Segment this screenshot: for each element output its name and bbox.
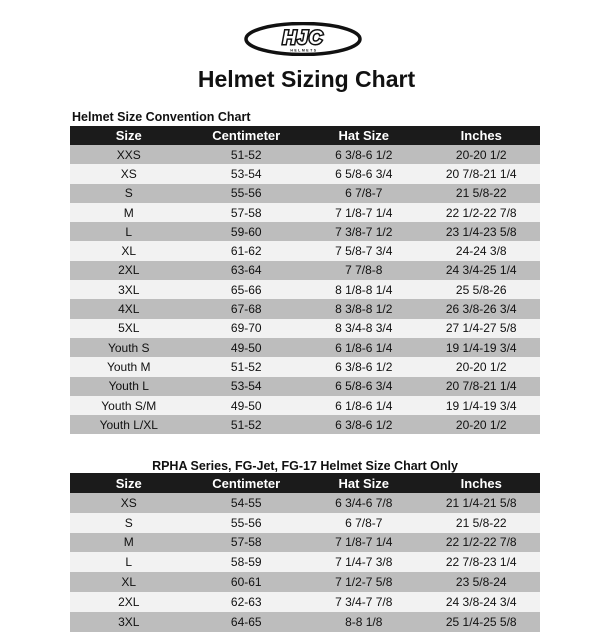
- column-header: Centimeter: [188, 473, 306, 493]
- table-cell: 60-61: [188, 572, 306, 592]
- table-cell: 65-66: [188, 280, 306, 299]
- table-row: [70, 164, 540, 183]
- svg-text:HELMETS: HELMETS: [290, 48, 318, 53]
- table-cell: 21 1/4-21 5/8: [423, 493, 541, 513]
- convention-size-table: [70, 126, 540, 434]
- table-cell: 8 1/8-8 1/4: [305, 280, 423, 299]
- table-cell: 19 1/4-19 3/4: [423, 396, 541, 415]
- table-cell: XXS: [70, 145, 188, 164]
- table-row: [70, 203, 540, 222]
- table-cell: 7 1/2-7 5/8: [305, 572, 423, 592]
- table-cell: 59-60: [188, 222, 306, 241]
- table-cell: 57-58: [188, 533, 306, 553]
- table-cell: 55-56: [188, 184, 306, 203]
- table-cell: 8-8 1/8: [305, 612, 423, 632]
- table-cell: 20-20 1/2: [423, 415, 541, 434]
- table-cell: 55-56: [188, 513, 306, 533]
- table-cell: 23 5/8-24: [423, 572, 541, 592]
- table-cell: 24 3/4-25 1/4: [423, 261, 541, 280]
- table-cell: 49-50: [188, 338, 306, 357]
- table-cell: 6 5/8-6 3/4: [305, 164, 423, 183]
- table-cell: 6 7/8-7: [305, 184, 423, 203]
- table-cell: XL: [70, 572, 188, 592]
- table-cell: 24 3/8-24 3/4: [423, 592, 541, 612]
- table-cell: 51-52: [188, 145, 306, 164]
- table-row: [70, 222, 540, 241]
- table-cell: 22 7/8-23 1/4: [423, 552, 541, 572]
- table-cell: 20 7/8-21 1/4: [423, 377, 541, 396]
- table-cell: 7 7/8-8: [305, 261, 423, 280]
- table-cell: 53-54: [188, 164, 306, 183]
- table-row: [70, 572, 540, 592]
- table-header-row: [70, 126, 540, 145]
- page-title: Helmet Sizing Chart: [197, 66, 416, 92]
- table-cell: 8 3/4-8 3/4: [305, 319, 423, 338]
- table-cell: 21 5/8-22: [423, 513, 541, 533]
- hjc-logo: [244, 22, 362, 56]
- table-cell: 62-63: [188, 592, 306, 612]
- table-cell: M: [70, 533, 188, 553]
- table-cell: 49-50: [188, 396, 306, 415]
- table-row: [70, 261, 540, 280]
- table-cell: 69-70: [188, 319, 306, 338]
- table-header-row: [70, 473, 540, 493]
- table-cell: Youth L: [70, 377, 188, 396]
- table-cell: 67-68: [188, 299, 306, 318]
- column-header: Size: [70, 473, 188, 493]
- table-cell: 26 3/8-26 3/4: [423, 299, 541, 318]
- table-cell: 6 1/8-6 1/4: [305, 338, 423, 357]
- table-cell: Youth S/M: [70, 396, 188, 415]
- table-cell: 20-20 1/2: [423, 357, 541, 376]
- table-cell: 20 7/8-21 1/4: [423, 164, 541, 183]
- table-cell: S: [70, 513, 188, 533]
- table-cell: 58-59: [188, 552, 306, 572]
- table-cell: 19 1/4-19 3/4: [423, 338, 541, 357]
- table-cell: Youth M: [70, 357, 188, 376]
- table-cell: L: [70, 552, 188, 572]
- column-header: Centimeter: [188, 126, 306, 145]
- table-row: [70, 280, 540, 299]
- table-cell: 27 1/4-27 5/8: [423, 319, 541, 338]
- table-row: [70, 533, 540, 553]
- table-cell: 57-58: [188, 203, 306, 222]
- table-cell: 8 3/8-8 1/2: [305, 299, 423, 318]
- table-row: [70, 145, 540, 164]
- table-cell: M: [70, 203, 188, 222]
- table-cell: 7 1/8-7 1/4: [305, 533, 423, 553]
- table-cell: 7 5/8-7 3/4: [305, 241, 423, 260]
- table-cell: 24-24 3/8: [423, 241, 541, 260]
- table-cell: 2XL: [70, 261, 188, 280]
- table-cell: 51-52: [188, 357, 306, 376]
- table-cell: 20-20 1/2: [423, 145, 541, 164]
- table-cell: 51-52: [188, 415, 306, 434]
- table-row: [70, 338, 540, 357]
- table-row: [70, 396, 540, 415]
- table-row: [70, 184, 540, 203]
- rpha-size-table: [70, 473, 540, 632]
- table-cell: 3XL: [70, 612, 188, 632]
- table-row: [70, 357, 540, 376]
- table-cell: 6 3/8-6 1/2: [305, 145, 423, 164]
- table-cell: XS: [70, 164, 188, 183]
- table-cell: 6 5/8-6 3/4: [305, 377, 423, 396]
- table-row: [70, 552, 540, 572]
- svg-text:HJC: HJC: [282, 28, 324, 49]
- table-row: [70, 493, 540, 513]
- rpha-chart-title: RPHA Series, FG-Jet, FG-17 Helmet Size Chart Only: [152, 459, 458, 473]
- table-cell: 4XL: [70, 299, 188, 318]
- table-cell: 6 7/8-7: [305, 513, 423, 533]
- table-cell: 64-65: [188, 612, 306, 632]
- table-cell: 25 1/4-25 5/8: [423, 612, 541, 632]
- table-cell: 21 5/8-22: [423, 184, 541, 203]
- table-cell: 63-64: [188, 261, 306, 280]
- table-cell: 53-54: [188, 377, 306, 396]
- column-header: Size: [70, 126, 188, 145]
- table-cell: 3XL: [70, 280, 188, 299]
- column-header: Inches: [423, 473, 541, 493]
- column-header: Hat Size: [305, 473, 423, 493]
- table-cell: XL: [70, 241, 188, 260]
- table-cell: 7 1/8-7 1/4: [305, 203, 423, 222]
- column-header: Inches: [423, 126, 541, 145]
- table-cell: 22 1/2-22 7/8: [423, 203, 541, 222]
- table-row: [70, 415, 540, 434]
- table-cell: 7 1/4-7 3/8: [305, 552, 423, 572]
- table-cell: 25 5/8-26: [423, 280, 541, 299]
- table-cell: 7 3/4-7 7/8: [305, 592, 423, 612]
- table-cell: 7 3/8-7 1/2: [305, 222, 423, 241]
- table-cell: 54-55: [188, 493, 306, 513]
- table-cell: Youth S: [70, 338, 188, 357]
- table-row: [70, 612, 540, 632]
- table-cell: 2XL: [70, 592, 188, 612]
- table-row: [70, 513, 540, 533]
- table-cell: 22 1/2-22 7/8: [423, 533, 541, 553]
- table-cell: 23 1/4-23 5/8: [423, 222, 541, 241]
- table-cell: 6 3/8-6 1/2: [305, 357, 423, 376]
- convention-chart-title: Helmet Size Convention Chart: [72, 110, 251, 124]
- table-cell: L: [70, 222, 188, 241]
- table-cell: 6 1/8-6 1/4: [305, 396, 423, 415]
- table-row: [70, 592, 540, 612]
- table-cell: Youth L/XL: [70, 415, 188, 434]
- column-header: Hat Size: [305, 126, 423, 145]
- table-row: [70, 241, 540, 260]
- table-row: [70, 377, 540, 396]
- table-row: [70, 299, 540, 318]
- table-cell: S: [70, 184, 188, 203]
- table-cell: 6 3/4-6 7/8: [305, 493, 423, 513]
- table-row: [70, 319, 540, 338]
- table-cell: XS: [70, 493, 188, 513]
- table-cell: 61-62: [188, 241, 306, 260]
- table-cell: 6 3/8-6 1/2: [305, 415, 423, 434]
- table-cell: 5XL: [70, 319, 188, 338]
